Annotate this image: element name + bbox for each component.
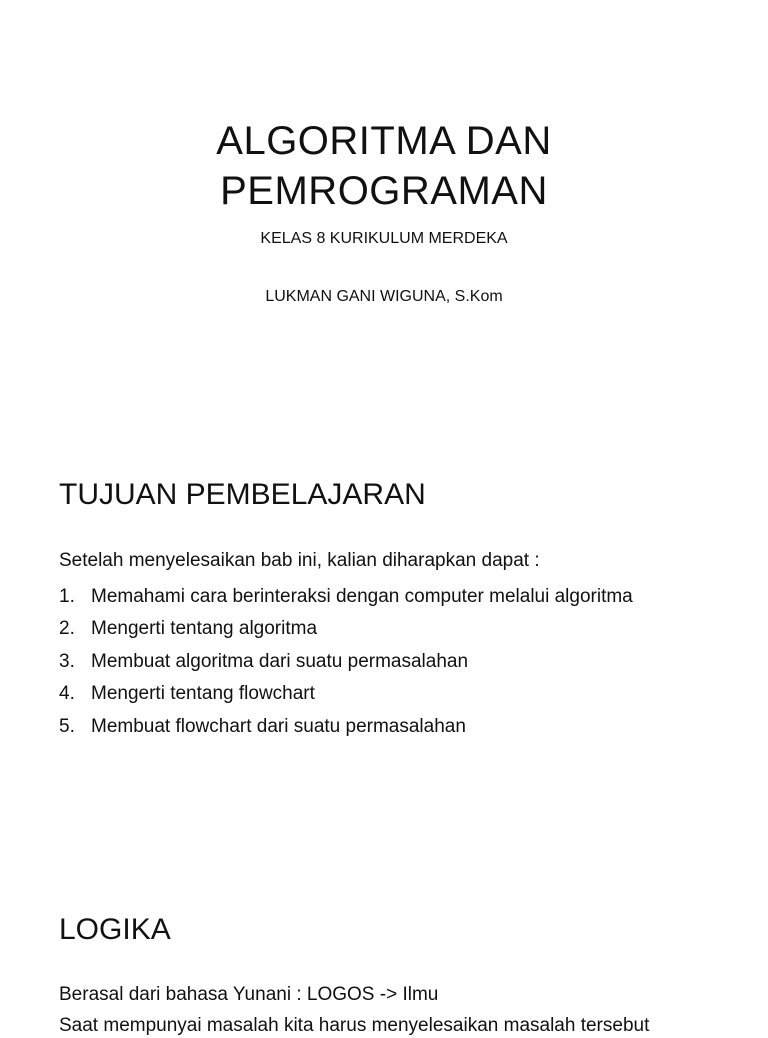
logika-definition: Berasal dari bahasa Yunani : LOGOS -> Ilmu	[59, 984, 439, 1005]
objective-text: Memahami cara berinteraksi dengan computer melalui algoritma	[91, 586, 633, 607]
page-title	[0, 116, 768, 216]
objective-item-3	[59, 646, 633, 678]
objective-item-4	[59, 678, 633, 710]
logika-description: Saat mempunyai masalah kita harus menyelesaikan masalah tersebut	[59, 1015, 650, 1036]
title-line-1: ALGORITMA DAN	[216, 119, 552, 163]
objective-number: 5.	[59, 715, 75, 737]
class-subtitle: KELAS 8 KURIKULUM MERDEKA	[260, 230, 508, 247]
objectives-list	[59, 581, 633, 743]
objectives-heading: TUJUAN PEMBELAJARAN	[59, 478, 426, 511]
author-subtitle: LUKMAN GANI WIGUNA, S.Kom	[265, 288, 503, 305]
logika-slide	[0, 864, 768, 1036]
objective-number: 2.	[59, 618, 75, 640]
title-line-2: PEMROGRAMAN	[220, 169, 548, 213]
objective-text: Mengerti tentang algoritma	[91, 618, 318, 640]
objective-item-1	[59, 581, 633, 613]
objectives-slide	[0, 432, 768, 864]
title-slide	[0, 0, 768, 432]
objective-number: 1.	[59, 586, 75, 607]
objective-text: Membuat algoritma dari suatu permasalahan	[91, 650, 469, 672]
objective-item-2	[59, 613, 633, 645]
objective-text: Mengerti tentang flowchart	[91, 683, 315, 705]
objective-text: Membuat flowchart dari suatu permasalahan	[91, 715, 466, 737]
objective-number: 4.	[59, 683, 75, 705]
logika-heading: LOGIKA	[59, 913, 171, 946]
objective-number: 3.	[59, 650, 75, 672]
objective-item-5	[59, 711, 633, 743]
objectives-intro: Setelah menyelesaikan bab ini, kalian diharapkan dapat :	[59, 550, 540, 571]
